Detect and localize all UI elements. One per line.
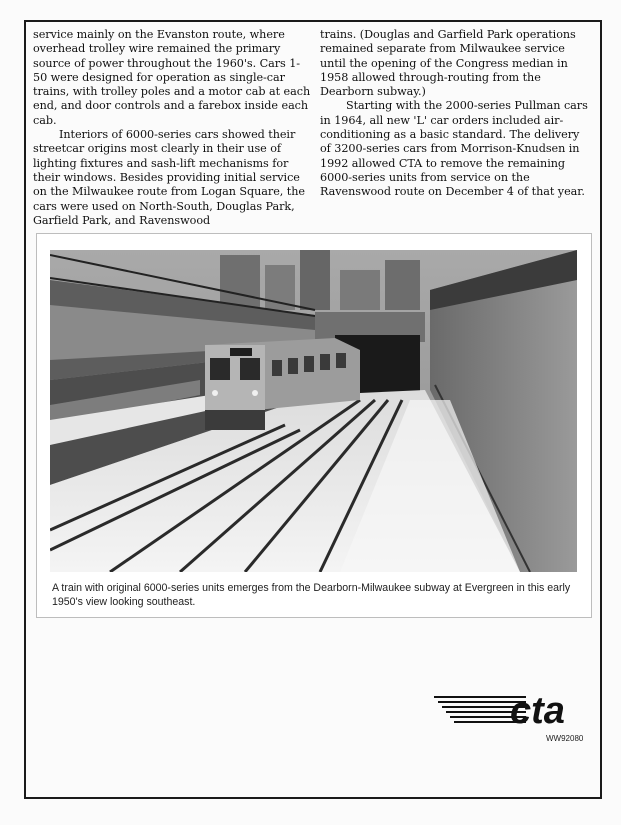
left-paragraph-1: service mainly on the Evanston route, where overhead trolley wire remained the primary source of power throughout the 1960's. Cars 1-50 were designed for operation as single-car trains, with trolley poles and a motor cab at each end, and door controls and a farebox inside each cab. <box>33 28 311 127</box>
right-paragraph-2: Starting with the 2000-series Pullman cars in 1964, all new 'L' car orders included air-conditioning as a basic standard. The delivery of 3200-series cars from Morrison-Knudsen in 1992 allowed CTA to remove the remaining 6000-series units from service on the Ravenswood route on December 4 of that year. <box>320 99 588 199</box>
left-paragraph-2: Interiors of 6000-series cars showed their streetcar origins most clearly in their use of lighting fixtures and sash-lift mechanisms for their windows. Besides providing initial service on the Milwaukee route from Logan Square, the cars were used on North-South, Douglas Park, Garfield Park, and Ravenswood <box>33 128 305 227</box>
cta-logo <box>434 690 590 728</box>
right-paragraph-1: trains. (Douglas and Garfield Park operations remained separate from Milwaukee service until the opening of the Congress median in 1958 allowed through-routing from the Dearborn subway.) <box>320 28 576 99</box>
photo-caption: A train with original 6000-series units emerges from the Dearborn-Milwaukee subway at Evergreen in this early 1950's view looking southeast. <box>52 582 571 608</box>
cta-logo-text: cta <box>510 690 565 728</box>
article-right-column <box>320 28 588 200</box>
train-photo <box>50 250 577 572</box>
document-code: WW92080 <box>546 734 584 743</box>
article-left-column <box>33 28 311 228</box>
train-photo-illustration <box>50 250 577 572</box>
